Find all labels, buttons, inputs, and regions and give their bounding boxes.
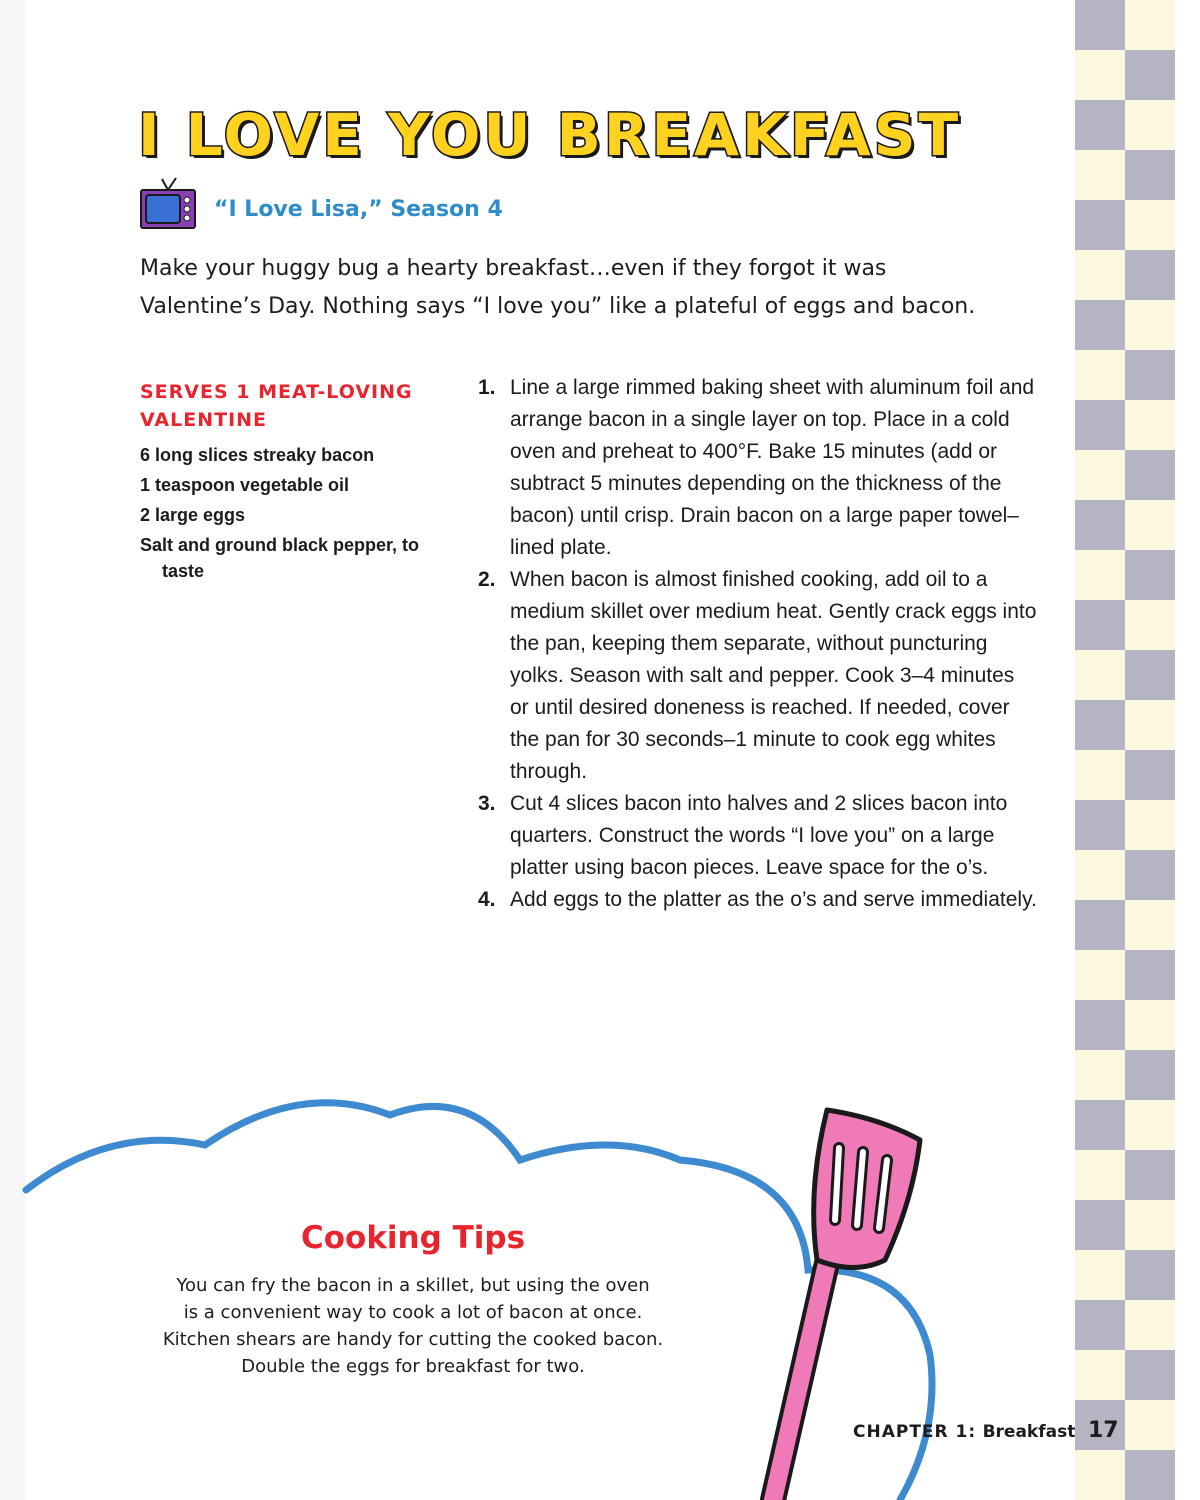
step-text: Line a large rimmed baking sheet with aluminum foil and arrange bacon in a single layer on top. Place in a cold oven and preheat to 400°F. Bake 15 minutes (add or subtract 5 minutes depending on the thickness of the bacon) until crisp. Drain bacon on a large paper towel–lined plate.	[510, 376, 1035, 559]
chapter-footer	[853, 1422, 1075, 1442]
chapter-label: CHAPTER 1:	[853, 1422, 977, 1442]
step-text: Add eggs to the platter as the o’s and serve immediately.	[510, 888, 1037, 911]
intro-line: Valentine’s Day. Nothing says “I love you” like a plateful of eggs and bacon.	[140, 294, 976, 319]
ingredient-item: 2 large eggs	[140, 505, 246, 525]
cooking-tips-heading: Cooking Tips	[300, 1220, 526, 1256]
step-text: When bacon is almost finished cooking, add oil to a medium skillet over medium heat. Gently crack eggs into the pan, keeping them separate, without puncturing yolks. Season with salt and pepper. Cook 3–4 minutes or until desired doneness is reached. If needed, cover the pan for 30 seconds–1 minute to cook egg whites through.	[510, 568, 1037, 783]
step-text: Cut 4 slices bacon into halves and 2 slices bacon into quarters. Construct the words “I love you” on a large platter using bacon pieces. Leave space for the o’s.	[510, 792, 1008, 879]
ingredient-item: 1 teaspoon vegetable oil	[140, 475, 350, 495]
cooking-tips-text	[123, 1272, 703, 1380]
instruction-list	[478, 372, 1038, 916]
instruction-step	[478, 564, 1038, 788]
step-number: 4.	[478, 888, 496, 911]
tip-line: Double the eggs for breakfast for two.	[241, 1356, 585, 1377]
serves-heading: SERVES 1 MEAT-LOVING VALENTINE	[140, 381, 413, 431]
recipe-title: I LOVE YOU BREAKFAST	[138, 101, 962, 169]
ingredient-item: 6 long slices streaky bacon	[140, 445, 375, 465]
recipe-intro	[140, 250, 1040, 326]
page-right-margin	[1175, 0, 1200, 1500]
intro-line: Make your huggy bug a hearty breakfast…even if they forgot it was	[140, 256, 887, 281]
episode-reference: “I Love Lisa,” Season 4	[214, 197, 503, 222]
chapter-name: Breakfast	[982, 1422, 1076, 1442]
tip-line: is a convenient way to cook a lot of bacon at once.	[183, 1302, 643, 1323]
step-number: 3.	[478, 792, 496, 815]
step-number: 2.	[478, 568, 496, 591]
checkered-border	[1075, 0, 1175, 1500]
instruction-step	[478, 372, 1038, 564]
instruction-step	[478, 788, 1038, 884]
step-number: 1.	[478, 376, 496, 399]
tip-line: Kitchen shears are handy for cutting the cooked bacon.	[162, 1329, 664, 1350]
ingredient-item: Salt and ground black pepper, to taste	[140, 535, 420, 581]
instruction-step	[478, 884, 1038, 916]
tv-icon	[138, 176, 198, 232]
page-number: 17	[1088, 1418, 1119, 1443]
tip-line: You can fry the bacon in a skillet, but using the oven	[176, 1275, 650, 1296]
ingredient-list	[140, 442, 440, 588]
